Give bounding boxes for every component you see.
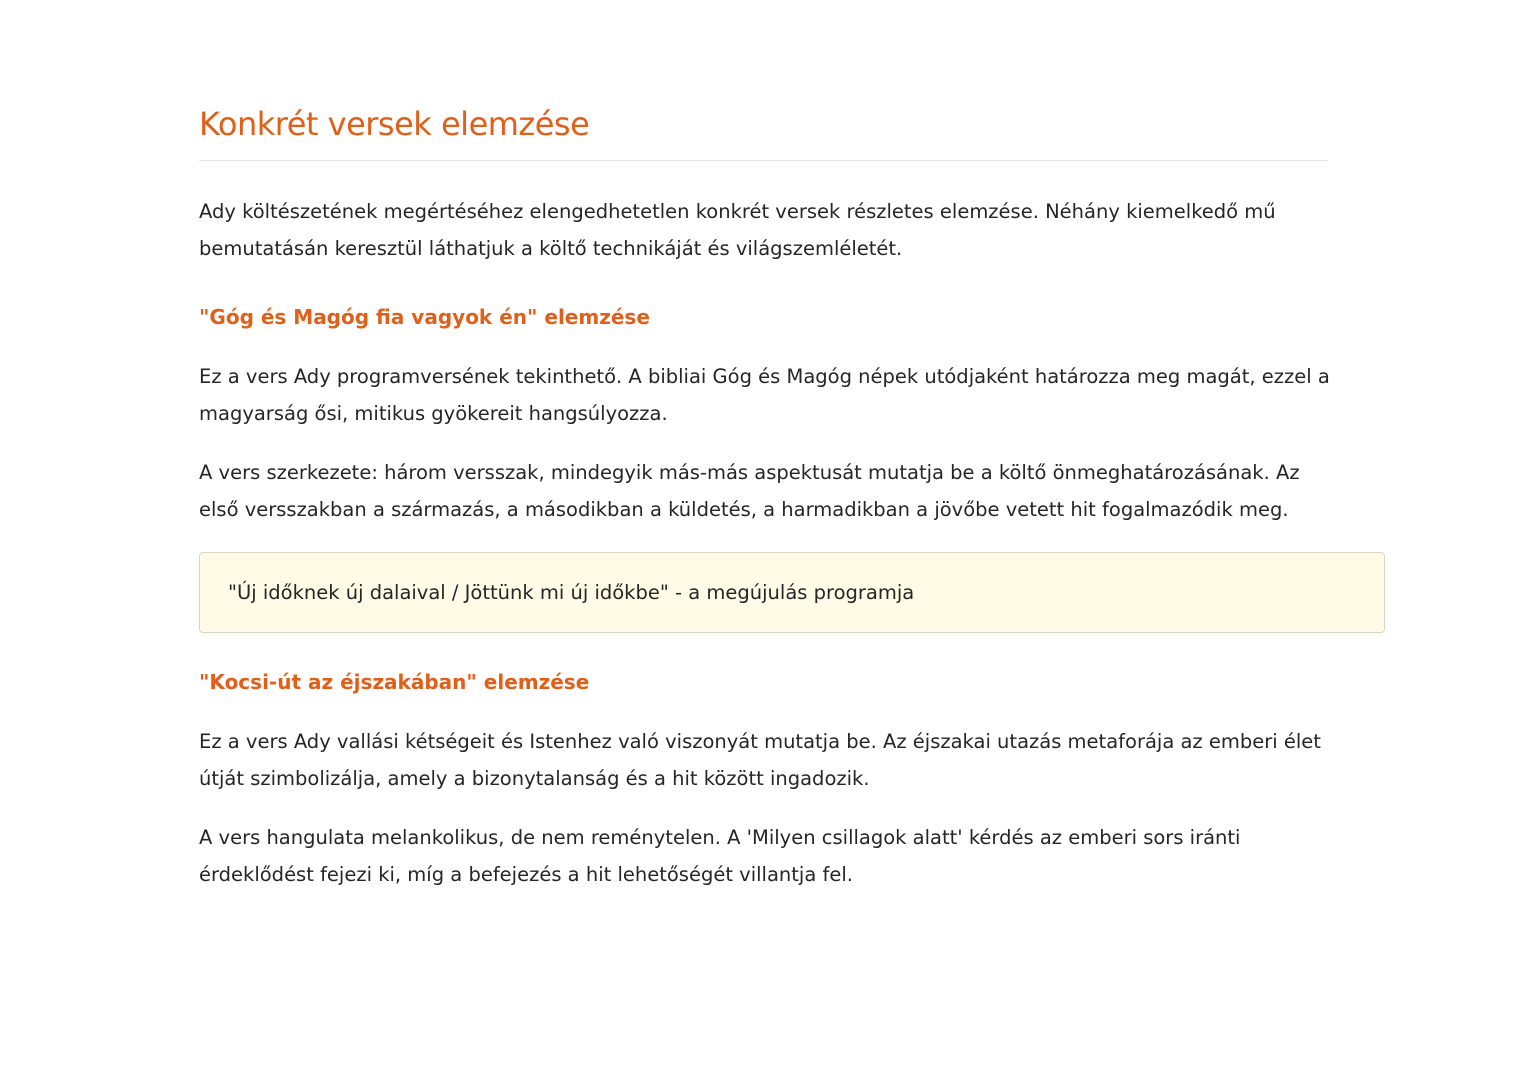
intro-paragraph: Ady költészetének megértéséhez elengedhetetlen konkrét versek részletes elemzése. Néhány kiemelkedő mű bemutatásán keresztül láthatjuk a költő technikáját és világszemléletét. [199, 200, 1276, 260]
quote-box [199, 552, 1385, 633]
page-title: Konkrét versek elemzése [199, 102, 1328, 161]
section-heading-gog-magog: "Góg és Magóg fia vagyok én" elemzése [199, 305, 650, 329]
section-paragraph: Ez a vers Ady vallási kétségeit és Istenhez való viszonyát mutatja be. Az éjszakai utazás metaforája az emberi élet útját szimbolizálja, amely a bizonytalanság és a hit között ingadozik. [199, 730, 1321, 790]
document-page [199, 102, 1385, 893]
quote-text: "Új időknek új dalaival / Jöttünk mi új időkbe" - a megújulás programja [228, 581, 915, 604]
section-paragraph: Ez a vers Ady programversének tekinthető. A bibliai Góg és Magóg népek utódjaként határozza meg magát, ezzel a magyarság ősi, mitikus gyökereit hangsúlyozza. [199, 365, 1330, 425]
section-heading-kocsi-ut: "Kocsi-út az éjszakában" elemzése [199, 670, 590, 694]
section-paragraph: A vers szerkezete: három versszak, mindegyik más-más aspektusát mutatja be a költő önmeghatározásának. Az első versszakban a származás, a másodikban a küldetés, a harmadikban a jövőbe vetett hit fogalmazódik meg. [199, 461, 1300, 521]
section-paragraph: A vers hangulata melankolikus, de nem reménytelen. A 'Milyen csillagok alatt' kérdés az emberi sors iránti érdeklődést fejezi ki, míg a befejezés a hit lehetőségét villantja fel. [199, 826, 1241, 886]
